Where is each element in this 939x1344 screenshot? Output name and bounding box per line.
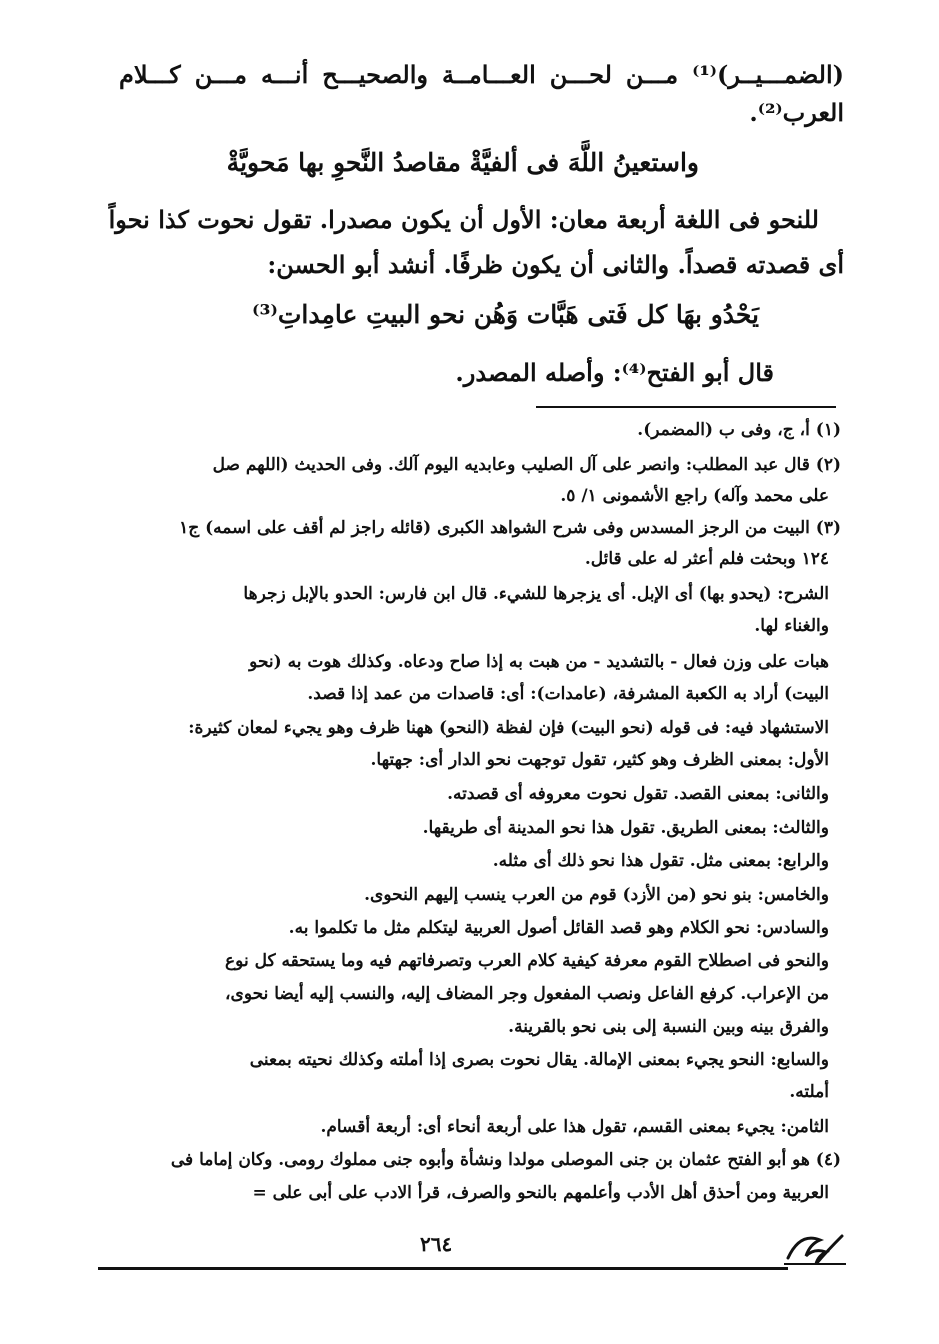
footnote-separator bbox=[536, 406, 836, 408]
main-line-5: قال أبو الفتح⁽⁴⁾: وأصله المصدر. bbox=[455, 358, 774, 387]
main-line-1: (الضمـــيــر)⁽¹⁾ مـــن لحـــن العـــامــة والصحيـــح أنـــه مـــن كـــلام bbox=[119, 60, 844, 89]
footnote-2-line-1: (٢) قال عبد المطلب: وانصر على آل الصليب وعابديه اليوم آلك. وفى الحديث (اللهم صل bbox=[212, 455, 841, 475]
footnote-3-line-14: والنحو فى اصطلاح القوم معرفة كيفية كلام العرب وتصرفاتهم فيه وما يستحقه كل نوع bbox=[225, 951, 829, 971]
footnote-3-line-8: الأول: بمعنى الظرف وهو كثير، تقول توجهت نحو الدار أى: جهتها. bbox=[370, 750, 829, 770]
footnote-3-line-10: والثالث: بمعنى الطريق. تقول هذا نحو المدينة أى طريقها. bbox=[422, 818, 829, 838]
footnote-3-line-12: والخامس: بنو نحو (من الأزد) قوم من العرب ينسب إليهم النحوى. bbox=[364, 885, 829, 905]
footnote-1: (١) أ، ج، وفى ب (المضمر). bbox=[637, 420, 841, 440]
footnote-4-line-2: العربية ومن أحذق أهل الأدب وأعلمهم بالنحو والصرف، قرأ الادب على أبى على = bbox=[252, 1183, 829, 1203]
footnote-3-line-5: هبات على وزن فعال - بالتشديد - من هبت به إذا صاح ودعاه. وكذلك هوت به (نحو bbox=[249, 652, 829, 672]
footnote-3-line-16: والفرق بينه وبين النسبة إلى بنى نحو بالقرينة. bbox=[508, 1017, 829, 1037]
footnote-3-line-11: والرابع: بمعنى مثل. تقول هذا نحو ذلك أى مثله. bbox=[492, 851, 829, 871]
publisher-logo-icon bbox=[780, 1222, 850, 1272]
main-line-2: العرب⁽²⁾. bbox=[749, 98, 844, 127]
footnote-2-line-2: على محمد وآله) راجع الأشمونى ١/ ٥. bbox=[560, 486, 829, 506]
footnote-3-line-1: (٣) البيت من الرجز المسدس وفى شرح الشواهد الكبرى (قائله راجز لم أقف على اسمه) ج١ bbox=[179, 518, 841, 538]
footnote-3-line-6: البيت) أراد به الكعبة المشرفة، (عامدات): أى: قاصدات من عمد إذا قصد. bbox=[307, 684, 829, 704]
footnote-3-line-2: ١٢٤ وبحثت فلم أعثر له على قائل. bbox=[584, 549, 829, 569]
footnote-3-line-17: والسابع: النحو يجيء بمعنى الإمالة. يقال نحوت بصرى إذا أملته وكذلك نحيته بمعنى bbox=[249, 1050, 829, 1070]
footnote-3-line-18: أملته. bbox=[789, 1082, 829, 1102]
footnote-3-line-15: من الإعراب. كرفع الفاعل ونصب المفعول وجر المضاف إليه، والنسب إليه أيضا نحوى، bbox=[225, 984, 829, 1004]
footnote-3-line-3: الشرح: (يحدو بها) أى الإبل. أى يزجرها للشيء. قال ابن فارس: الحدو بالإبل زجرها bbox=[243, 584, 829, 604]
footnote-3-line-4: والغناء لها. bbox=[754, 616, 829, 636]
footnote-4-line-1: (٤) هو أبو الفتح عثمان بن جنى الموصلى مولدا ونشأة وأبوه جنى مملوك رومى. وكان إماما فى bbox=[170, 1150, 841, 1170]
footnote-3-line-9: والثانى: بمعنى القصد. تقول نحوت معروفه أى قصدته. bbox=[447, 784, 829, 804]
verse-alfiyya: واستعينُ اللَّهَ فى ألفيَّةْ مقاصدُ النَّحوِ بها مَحويَّةْ bbox=[226, 148, 699, 177]
main-line-4: أى قصدته قصداً. والثانى أن يكون ظرفًا. أنشد أبو الحسن: bbox=[267, 250, 844, 279]
bottom-rule bbox=[98, 1267, 788, 1270]
verse-shahid: يَحْدُو بهَا كل فَتى هَبَّات وَهُن نحو البيتِ عامِداتِ⁽³⁾ bbox=[252, 300, 759, 329]
footnote-3-line-7: الاستشهاد فيه: فى قوله (نحو البيت) فإن لفظة (النحو) ههنا ظرف وهو يجيء لمعان كثيرة: bbox=[188, 718, 829, 738]
page-number: ٢٦٤ bbox=[420, 1232, 453, 1256]
main-line-3: للنحو فى اللغة أربعة معان: الأول أن يكون مصدرا. تقول نحوت كذا نحواً bbox=[108, 205, 819, 234]
footnote-3-line-13: والسادس: نحو الكلام وهو قصد القائل أصول العربية ليتكلم مثل ما تكلموا به. bbox=[288, 918, 829, 938]
footnote-3-line-19: الثامن: يجيء بمعنى القسم، تقول هذا على أربعة أنحاء أى: أربعة أقسام. bbox=[320, 1117, 829, 1137]
